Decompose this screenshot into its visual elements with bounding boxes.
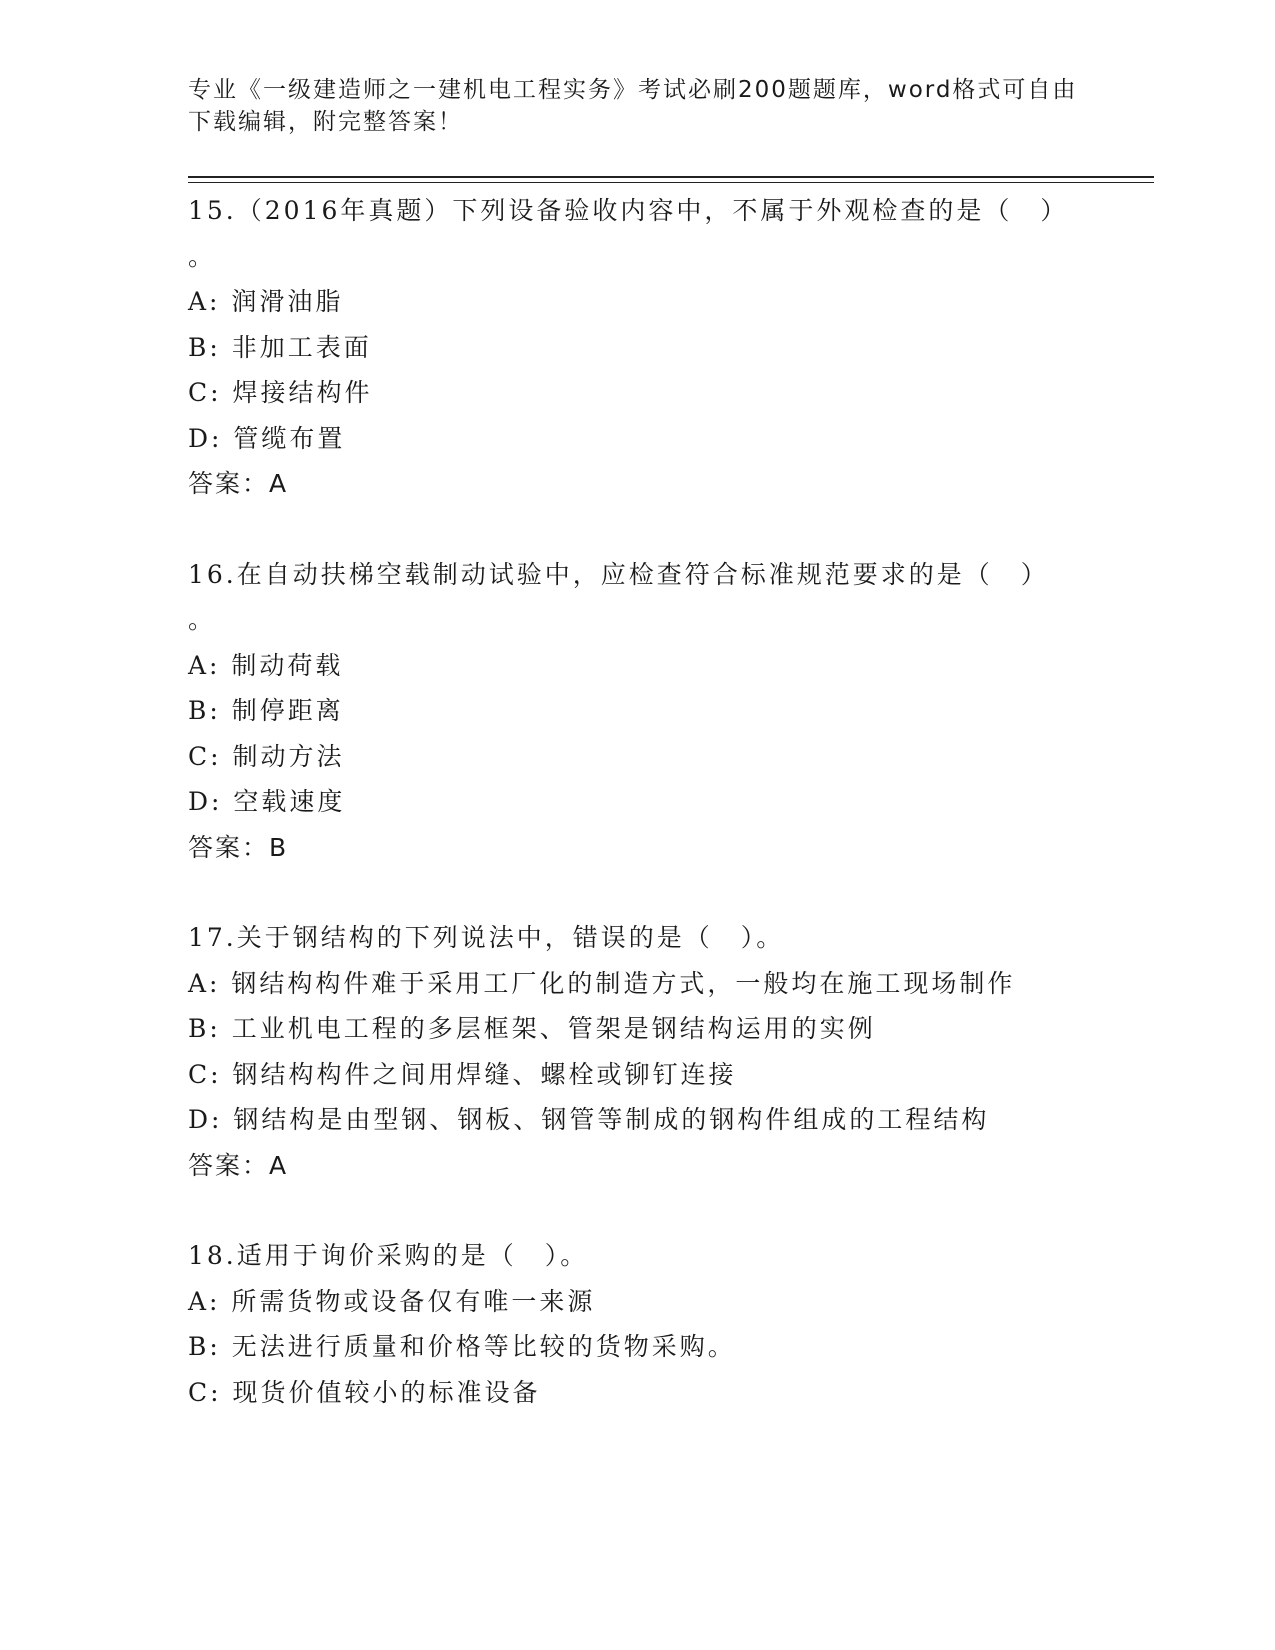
option-d: D: 管缆布置 [188,423,346,453]
answer-line: 答案：B [188,832,289,862]
header-line-2: 下载编辑，附完整答案！ [188,109,463,135]
option-d: D: 钢结构是由型钢、钢板、钢管等制成的钢构件组成的工程结构 [188,1105,990,1134]
question-list [188,188,1088,1460]
option-b: B: 无法进行质量和价格等比较的货物采购。 [188,1332,736,1361]
option-d: D: 空载速度 [188,787,346,816]
document-header [188,74,1088,138]
header-divider-thick [188,176,1154,178]
answer-line: 答案：A [188,469,289,498]
option-a: A: 所需货物或设备仅有唯一来源 [188,1286,596,1316]
option-c: C: 焊接结构件 [188,378,373,407]
option-a: A: 钢结构构件难于采用工厂化的制造方式，一般均在施工现场制作 [188,968,1016,998]
question-stem: 15.（2016年真题）下列设备验收内容中，不属于外观检查的是（ ） [188,196,1069,225]
question-16 [188,552,1088,871]
option-a: A: 润滑油脂 [188,287,344,316]
option-b: B: 非加工表面 [188,332,372,362]
question-stem: 16.在自动扶梯空载制动试验中，应检查符合标准规范要求的是（ ） [188,559,1049,589]
question-17 [188,915,1088,1188]
option-c: C: 钢结构构件之间用焊缝、螺栓或铆钉连接 [188,1059,737,1089]
answer-line: 答案：A [188,1150,289,1180]
option-b: B: 制停距离 [188,696,344,725]
option-c: C: 制动方法 [188,741,345,771]
header-divider-thin [188,182,1154,183]
header-line-1: 专业《一级建造师之一建机电工程实务》考试必刷200题题库，word格式可自由 [188,77,1078,103]
question-stem-continuation: 。 [188,241,214,271]
option-c: C: 现货价值较小的标准设备 [188,1377,541,1407]
question-stem: 18.适用于询价采购的是（ ）。 [188,1241,589,1270]
question-stem-continuation: 。 [188,605,214,634]
question-18 [188,1233,1088,1415]
option-a: A: 制动荷载 [188,650,344,680]
question-stem: 17.关于钢结构的下列说法中，错误的是（ ）。 [188,923,785,952]
option-b: B: 工业机电工程的多层框架、管架是钢结构运用的实例 [188,1014,876,1043]
question-15 [188,188,1088,507]
